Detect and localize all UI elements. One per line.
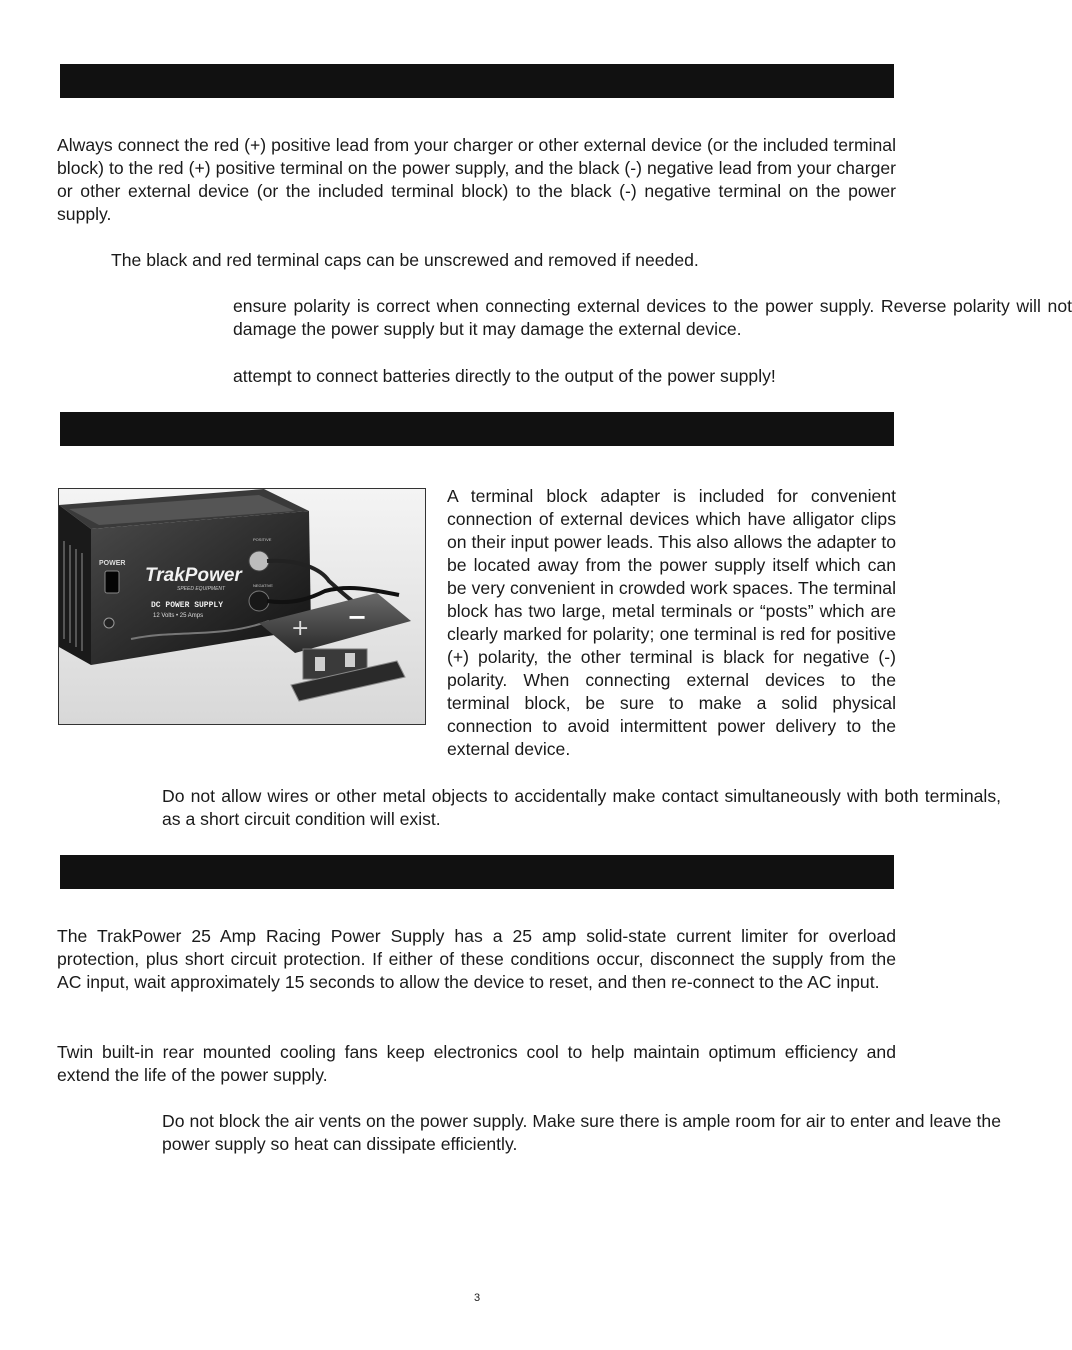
- minus-mark: −: [347, 603, 368, 631]
- negative-terminal: [249, 591, 269, 611]
- short-circuit-warning: Do not allow wires or other metal objects to accidentally make contact simultaneously with both terminals, as a short circuit condition will exist.: [162, 786, 1001, 829]
- power-supply-photo: [58, 488, 426, 725]
- protection-paragraph: The TrakPower 25 Amp Racing Power Supply has a 25 amp solid-state current limiter for overload protection, plus short circuit protection. If either of these conditions occur, disconnect the supply from the AC input, wait approximately 15 seconds to allow the device to reset, and then re-connect to the AC input.: [57, 926, 896, 992]
- page-number: 3: [473, 1292, 481, 1304]
- section-header-bar-3: [60, 855, 894, 889]
- trakpower-logo: TrakPower: [145, 565, 242, 586]
- section-header-bar-1: [60, 64, 894, 98]
- voltage-knob: [104, 618, 114, 628]
- section-header-bar-2: [60, 412, 894, 446]
- connection-paragraph: Always connect the red (+) positive lead from your charger or other external device (or the included terminal block) to the red (+) positive terminal on the power supply, and the black (-) negative lead from your charger or other external device (or the included terminal block) to the black (-) negative terminal on the power supply.: [57, 135, 896, 224]
- cooling-fans-paragraph: Twin built-in rear mounted cooling fans keep electronics cool to help maintain optimum efficiency and extend the life of the power supply.: [57, 1042, 896, 1085]
- spec-label: 12 Volts • 25 Amps: [153, 613, 204, 619]
- terminal-block-description: A terminal block adapter is included for convenient connection of external devices which have alligator clips on their input power leads. This also allows the adapter to be located away from the power supply itself which can be very convenient in crowded work spaces. The terminal block has two large, metal terminals or “posts” which are clearly marked for polarity; one terminal is red for positive (+) polarity, the other terminal is black for negative (-) polarity. When connecting external devices to the terminal block, be sure to make a solid physical connection to avoid intermittent power delivery to the external device.: [447, 486, 896, 759]
- polarity-warning: ensure polarity is correct when connecting external devices to the power supply. Reverse polarity will not damage the power supply but it may damage the external device.: [233, 296, 1072, 339]
- plus-mark: +: [291, 616, 310, 641]
- negative-label: NEGATIVE: [253, 583, 273, 588]
- positive-label: POSITIVE: [253, 537, 272, 542]
- power-label: POWER: [99, 560, 126, 567]
- positive-terminal: [249, 551, 269, 571]
- product-label: DC POWER SUPPLY: [151, 601, 224, 610]
- battery-warning: attempt to connect batteries directly to the output of the power supply!: [233, 366, 776, 386]
- air-vents-warning: Do not block the air vents on the power supply. Make sure there is ample room for air to enter and leave the power supply so heat can dissipate efficiently.: [162, 1111, 1001, 1154]
- power-switch: [105, 571, 119, 593]
- terminal-caps-note: The black and red terminal caps can be unscrewed and removed if needed.: [111, 250, 699, 270]
- logo-sublabel: SPEED EQUIPMENT: [177, 586, 226, 592]
